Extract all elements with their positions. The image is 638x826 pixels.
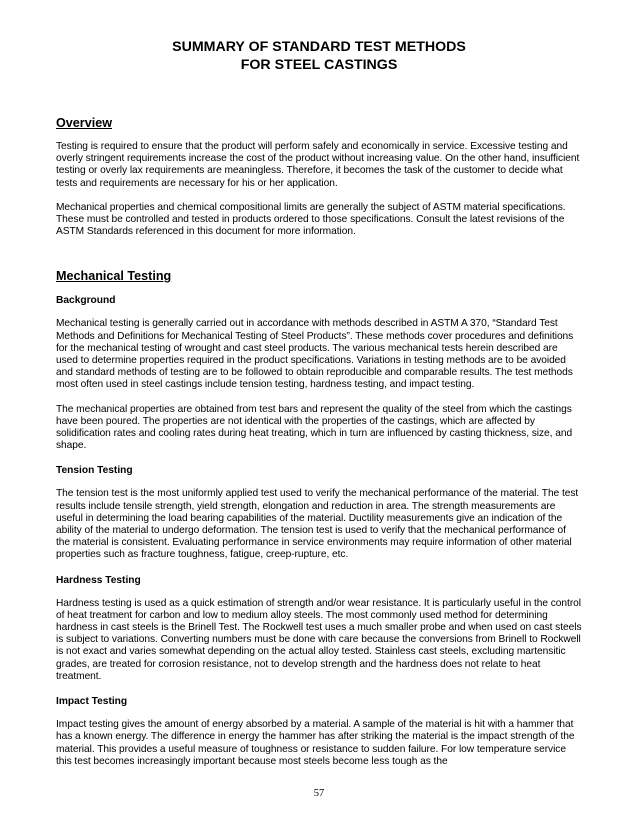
hardness-testing-heading: Hardness Testing	[56, 574, 141, 586]
tension-testing-heading: Tension Testing	[56, 465, 133, 477]
impact-testing-paragraph: Impact testing gives the amount of energy absorbed by a material. A sample of the material is hit with a hammer that has a known energy. The difference in energy the hammer has after striking the material is the impact strength of the material. This provides a useful measure of toughness or resistance to sudden failure. For low temperature service this test becomes increasingly important because most steels become less tough as the	[56, 719, 575, 767]
hardness-testing-paragraph: Hardness testing is used as a quick estimation of strength and/or wear resistance. It is particularly useful in the control of heat treatment for carbon and low to medium alloy steels. The most commonly used method for determining hardness in cast steels is the Brinell Test. The Rockwell test uses a much smaller probe and when used on cast steels is subject to variations. Converting numbers must be done with care because the conversions from Brinell to Rockwell is not exact and varies somewhat depending on the actual alloy tested. Stainless cast steels, excluding martensitic grades, are treated for corrosion resistance, not to develop strength and the hardness does not relate to heat treatment.	[56, 597, 582, 682]
title-line-2: FOR STEEL CASTINGS	[240, 57, 398, 73]
background-paragraph-2: The mechanical properties are obtained from test bars and represent the quality of the steel from which the castings have been poured. The properties are not identical with the properties of the castings, which are affected by solidification rates and cooling rates during heat treating, which in turn are influenced by casting thickness, size, and shape.	[56, 403, 573, 452]
page-number: 57	[313, 788, 325, 799]
impact-testing-heading: Impact Testing	[56, 696, 128, 708]
tension-testing-paragraph: The tension test is the most uniformly applied test used to verify the mechanical performance of the material. The test results include tensile strength, yield strength, elongation and reduction in area. The strength measurements are useful in determining the load bearing capabilities of the material. Ductility measurements give an indication of the ability of the material to undergo deformation. The tension test is used to verify that the mechanical performance of the material is consistent. Evaluating performance in service environments may require information of other material properties such as fracture toughness, fatigue, creep-rupture, etc.	[56, 488, 579, 561]
overview-heading: Overview	[56, 116, 113, 130]
document-page	[56, 38, 582, 768]
mechanical-testing-heading: Mechanical Testing	[56, 269, 172, 284]
document-title	[56, 38, 582, 74]
background-paragraph-1: Mechanical testing is generally carried out in accordance with methods described in ASTM A 370, “Standard Test Methods and Definitions for Mechanical Testing of Steel Products”. These methods cover procedures and definitions for the mechanical testing of wrought and cast steel products. The various mechanical tests herein described are used to determine properties required in the product specifications. Variations in testing methods are to be avoided and standard methods of testing are to be followed to obtain reproducible and comparable results. The test methods most often used in steel castings include tension testing, hardness testing, and impact testing.	[56, 318, 574, 391]
background-heading: Background	[56, 295, 116, 307]
title-line-1: SUMMARY OF STANDARD TEST METHODS	[172, 39, 466, 55]
overview-paragraph-1: Testing is required to ensure that the product will perform safely and economically in service. Excessive testing and overly stringent requirements increase the cost of the product without increasing value. On the other hand, insufficient testing or overly lax requirements are meaningless. Therefore, it becomes the task of the customer to decide what tests and requirements are necessary for his or her application.	[56, 141, 580, 189]
overview-paragraph-2: Mechanical properties and chemical compositional limits are generally the subject of ASTM material specifications. These must be controlled and tested in products ordered to those specifications. Consult the latest revisions of the ASTM Standards referenced in this document for more information.	[56, 201, 566, 238]
